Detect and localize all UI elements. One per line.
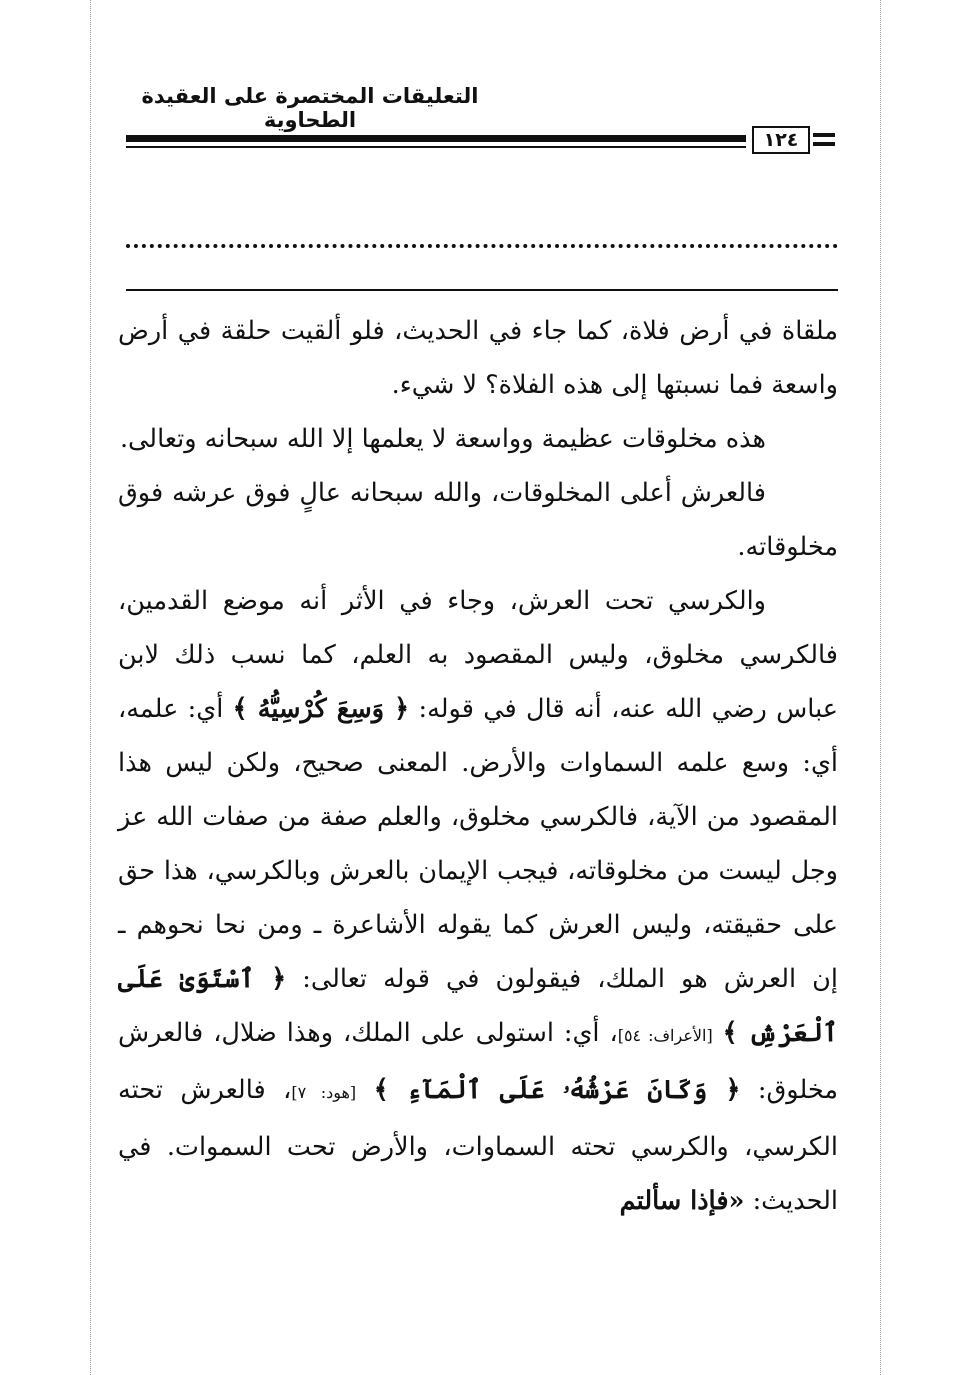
- page-number-bar-top: [813, 133, 835, 137]
- quran-verse-arshuhu: ﴿ وَكَانَ عَرْشُهُۥ عَلَى ٱلْمَآءِ ﴾: [373, 1075, 741, 1105]
- running-header-title: التعليقات المختصرة على العقيدة الطحاوية: [141, 84, 479, 132]
- page-number-bar-bottom: [813, 142, 835, 146]
- paragraph-2: هذه مخلوقات عظيمة وواسعة لا يعلمها إلا الله سبحانه وتعالى.: [119, 424, 766, 454]
- footnote-separator-dots: [126, 244, 838, 248]
- hadith-quote: «فإذا سألتم: [619, 1186, 745, 1216]
- paragraph-1: ملقاة في أرض فلاة، كما جاء في الحديث، فلو ألقيت حلقة في أرض واسعة فما نسبتها إلى هذه الفلاة؟ لا شيء.: [118, 316, 838, 400]
- paragraph-4: [118, 574, 838, 1228]
- paragraph-4-part-a: والكرسي تحت العرش، وجاء في الأثر أنه موضع القدمين، فالكرسي مخلوق، وليس المقصود به العلم، كما نسب ذلك لابن عباس رضي الله عنه، أنه قال في قوله:: [118, 586, 838, 724]
- paragraph-4-part-c: ، أي: استولى على الملك، وهذا ضلال، فالعرش مخلوق:: [118, 1018, 839, 1105]
- margin-guide-left: [90, 0, 91, 1375]
- quran-verse-istawa: ﴿ ٱسْتَوَىٰ عَلَى ٱلْعَرْشِ ﴾: [118, 964, 838, 1048]
- page-number: ١٢٤: [752, 126, 810, 154]
- paragraph-4-part-b: أي: علمه، أي: وسع علمه السماوات والأرض. المعنى صحيح، ولكن ليس هذا المقصود من الآية، فالكرسي مخلوق، والعلم صفة من صفات الله عز وجل ليست من مخلوقاته، فيجب الإيمان بالعرش وبالكرسي، هذا حق على حقيقته، وليس العرش كما يقوله الأشاعرة ـ ومن نحا نحوهم ـ إن العرش هو الملك، فيقولون في قوله تعالى:: [118, 694, 838, 994]
- paragraph-4-part-d: ، فالعرش تحته الكرسي، والكرسي تحته السماوات، والأرض تحت السموات. في الحديث:: [118, 1075, 838, 1216]
- citation-hud: [هود: ٧]: [291, 1083, 357, 1102]
- main-text: [118, 304, 838, 1228]
- quran-verse-kursi: ﴿ وَسِعَ كُرْسِيُّهُ ﴾: [232, 694, 410, 724]
- header-rule-thick: [126, 135, 746, 142]
- paragraph-3: فالعرش أعلى المخلوقات، والله سبحانه عالٍ فوق عرشه فوق مخلوقاته.: [118, 478, 838, 562]
- margin-guide-right: [880, 0, 881, 1375]
- citation-araf: [الأعراف: ٥٤]: [617, 1026, 713, 1045]
- section-rule: [126, 289, 838, 291]
- header-rule-thin: [126, 146, 746, 148]
